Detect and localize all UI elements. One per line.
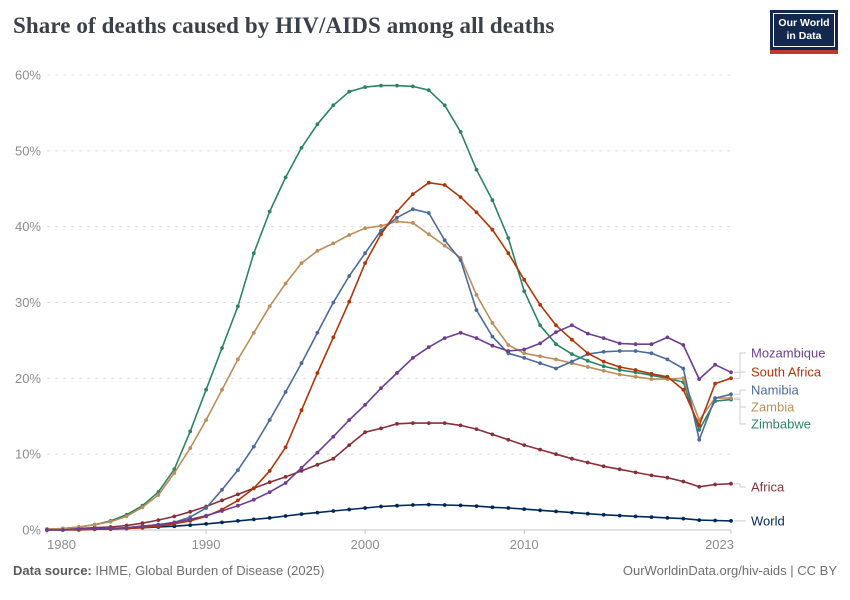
data-point — [618, 373, 622, 377]
data-point — [713, 483, 717, 487]
data-point — [634, 368, 638, 372]
data-point — [204, 388, 208, 392]
data-point — [268, 304, 272, 308]
data-point — [379, 427, 383, 431]
data-point — [602, 369, 606, 373]
data-point — [697, 518, 701, 522]
data-point — [331, 457, 335, 461]
data-point — [252, 486, 256, 490]
data-point — [554, 323, 558, 327]
legend-connector — [734, 400, 746, 424]
data-point — [395, 220, 399, 224]
data-point — [93, 527, 97, 531]
data-point — [77, 527, 81, 531]
data-point — [570, 323, 574, 327]
y-tick-label: 20% — [14, 370, 41, 386]
data-point — [634, 349, 638, 353]
legend-label-zimbabwe[interactable]: Zimbabwe — [751, 416, 811, 432]
data-point — [268, 469, 272, 473]
data-point — [713, 382, 717, 386]
data-point — [156, 518, 160, 522]
data-point — [347, 508, 351, 512]
series-line-south-africa[interactable] — [47, 183, 731, 530]
data-point — [331, 509, 335, 513]
data-point — [395, 210, 399, 214]
data-point — [522, 278, 526, 282]
data-point — [634, 471, 638, 475]
data-point — [713, 396, 717, 400]
x-tick-label: 2023 — [705, 537, 734, 552]
data-point — [411, 356, 415, 360]
data-point — [252, 518, 256, 522]
data-point — [331, 336, 335, 340]
data-point — [491, 335, 495, 339]
data-point — [538, 354, 542, 358]
data-point — [602, 513, 606, 517]
data-point — [331, 301, 335, 305]
data-point — [634, 342, 638, 346]
data-point — [284, 390, 288, 394]
data-point — [618, 342, 622, 346]
data-point — [475, 427, 479, 431]
data-point — [300, 466, 304, 470]
chart-title: Share of deaths caused by HIV/AIDS among all deaths — [13, 13, 555, 38]
data-point — [570, 511, 574, 515]
data-point — [220, 509, 224, 513]
data-point — [395, 504, 399, 508]
data-point — [331, 242, 335, 246]
series-line-zambia[interactable] — [47, 221, 731, 529]
data-point — [443, 421, 447, 425]
legend-label-namibia[interactable]: Namibia — [751, 382, 799, 398]
data-point — [379, 386, 383, 390]
data-point — [618, 467, 622, 471]
data-point — [586, 365, 590, 369]
data-point — [650, 515, 654, 519]
data-point — [443, 336, 447, 340]
data-point — [697, 424, 701, 428]
data-point — [618, 514, 622, 518]
data-point — [634, 375, 638, 379]
data-point — [666, 358, 670, 362]
data-point — [220, 346, 224, 350]
data-point — [284, 282, 288, 286]
data-point — [284, 475, 288, 479]
data-point — [363, 261, 367, 265]
data-point — [395, 216, 399, 220]
data-point — [602, 464, 606, 468]
data-point — [506, 343, 510, 347]
data-point — [236, 468, 240, 472]
data-point — [316, 451, 320, 455]
data-point — [697, 485, 701, 489]
data-point — [443, 183, 447, 187]
data-point — [650, 377, 654, 381]
data-point — [666, 516, 670, 520]
data-point — [443, 503, 447, 507]
data-point — [204, 418, 208, 422]
data-point — [459, 424, 463, 428]
data-point — [697, 438, 701, 442]
data-source-note — [13, 563, 324, 578]
data-point — [109, 520, 113, 524]
data-point — [491, 321, 495, 325]
data-point — [459, 331, 463, 335]
data-point — [172, 515, 176, 519]
data-point — [522, 356, 526, 360]
data-point — [316, 371, 320, 375]
legend-label-zambia[interactable]: Zambia — [751, 399, 795, 415]
data-point — [363, 226, 367, 230]
data-point — [188, 430, 192, 434]
data-point — [554, 367, 558, 371]
owid-logo-text: Our World in Data — [773, 13, 835, 47]
data-point — [713, 519, 717, 523]
data-point — [268, 418, 272, 422]
data-point — [586, 512, 590, 516]
data-point — [475, 504, 479, 508]
data-point — [491, 198, 495, 202]
data-point — [363, 403, 367, 407]
data-point — [204, 514, 208, 518]
data-point — [284, 514, 288, 518]
data-point — [236, 493, 240, 497]
data-point — [427, 345, 431, 349]
data-point — [586, 359, 590, 363]
data-point — [125, 526, 129, 530]
data-point — [331, 103, 335, 107]
data-point — [666, 336, 670, 340]
data-point — [650, 351, 654, 355]
data-point — [618, 349, 622, 353]
data-point — [395, 422, 399, 426]
data-point — [713, 363, 717, 367]
data-point — [411, 421, 415, 425]
legend-connector — [734, 372, 746, 378]
data-point — [522, 351, 526, 355]
footer — [13, 563, 837, 578]
data-point — [411, 207, 415, 211]
series-zambia[interactable] — [45, 220, 733, 532]
legend-label-south-africa[interactable]: South Africa — [751, 364, 822, 380]
data-point — [427, 88, 431, 92]
data-point — [538, 303, 542, 307]
data-point — [522, 443, 526, 447]
data-point — [220, 388, 224, 392]
series-zimbabwe[interactable] — [45, 84, 733, 531]
data-point — [491, 228, 495, 232]
data-point — [427, 181, 431, 185]
data-source-value: IHME, Global Burden of Disease (2025) — [91, 563, 325, 578]
series-south-africa[interactable] — [45, 181, 733, 532]
legend-connector — [734, 484, 746, 487]
data-point — [443, 244, 447, 248]
data-point — [729, 519, 733, 523]
data-point — [681, 480, 685, 484]
data-point — [570, 457, 574, 461]
y-tick-label: 30% — [14, 295, 41, 310]
data-point — [729, 370, 733, 374]
data-point — [459, 195, 463, 199]
data-point — [459, 504, 463, 508]
y-tick-label: 10% — [14, 446, 41, 462]
data-point — [459, 258, 463, 262]
attribution-link[interactable]: OurWorldinData.org/hiv-aids | CC BY — [622, 563, 837, 578]
data-point — [650, 372, 654, 376]
data-point — [268, 490, 272, 494]
data-point — [522, 507, 526, 511]
data-point — [570, 338, 574, 342]
y-tick-label: 40% — [14, 219, 41, 235]
data-point — [204, 506, 208, 510]
data-point — [554, 342, 558, 346]
data-point — [586, 351, 590, 355]
data-point — [347, 418, 351, 422]
y-tick-label: 50% — [14, 143, 41, 159]
y-tick-label: 0% — [22, 522, 41, 538]
series-line-africa[interactable] — [47, 423, 731, 529]
data-point — [316, 511, 320, 515]
legend-connector — [734, 390, 746, 394]
data-point — [538, 323, 542, 327]
data-point — [538, 361, 542, 365]
data-point — [570, 352, 574, 356]
x-tick-label: 2000 — [350, 537, 380, 552]
data-point — [45, 528, 49, 532]
data-point — [443, 238, 447, 242]
data-point — [236, 519, 240, 523]
data-point — [363, 85, 367, 89]
data-point — [538, 508, 542, 512]
data-point — [300, 146, 304, 150]
data-point — [379, 505, 383, 509]
data-point — [491, 344, 495, 348]
data-point — [506, 251, 510, 255]
x-tick-label: 1980 — [47, 537, 76, 552]
data-point — [188, 446, 192, 450]
data-point — [666, 476, 670, 480]
data-point — [316, 463, 320, 467]
data-point — [602, 336, 606, 340]
data-point — [300, 408, 304, 412]
data-point — [506, 349, 510, 353]
data-point — [268, 210, 272, 214]
data-point — [236, 358, 240, 362]
data-point — [300, 512, 304, 516]
data-point — [506, 236, 510, 240]
data-point — [300, 361, 304, 365]
data-point — [141, 524, 145, 528]
data-point — [188, 518, 192, 522]
data-point — [236, 499, 240, 503]
data-point — [411, 221, 415, 225]
data-point — [570, 360, 574, 364]
data-point — [554, 452, 558, 456]
data-point — [172, 521, 176, 525]
data-point — [602, 360, 606, 364]
legend-connector — [734, 353, 746, 372]
data-point — [156, 493, 160, 497]
data-point — [729, 396, 733, 400]
data-point — [347, 274, 351, 278]
data-point — [331, 435, 335, 439]
data-point — [284, 176, 288, 180]
data-point — [427, 421, 431, 425]
data-point — [395, 84, 399, 88]
data-point — [284, 445, 288, 449]
data-point — [443, 103, 447, 107]
data-point — [650, 474, 654, 478]
data-point — [363, 251, 367, 255]
y-tick-label: 60% — [14, 67, 41, 83]
series-line-namibia[interactable] — [47, 209, 731, 530]
data-point — [220, 499, 224, 503]
data-point — [236, 504, 240, 508]
data-point — [554, 358, 558, 362]
data-point — [220, 521, 224, 525]
data-point — [411, 192, 415, 196]
data-point — [554, 330, 558, 334]
data-point — [538, 342, 542, 346]
data-point — [125, 515, 129, 519]
data-point — [522, 289, 526, 293]
data-point — [475, 293, 479, 297]
data-point — [538, 448, 542, 452]
data-point — [268, 480, 272, 484]
data-point — [506, 438, 510, 442]
data-point — [316, 122, 320, 126]
data-point — [93, 523, 97, 527]
data-point — [681, 388, 685, 392]
data-point — [252, 331, 256, 335]
data-point — [506, 506, 510, 510]
data-point — [395, 371, 399, 375]
data-point — [316, 249, 320, 253]
data-point — [347, 443, 351, 447]
data-point — [188, 510, 192, 514]
data-point — [316, 331, 320, 335]
data-point — [172, 471, 176, 475]
data-point — [252, 445, 256, 449]
data-point — [363, 430, 367, 434]
data-point — [427, 232, 431, 236]
data-point — [475, 308, 479, 312]
data-point — [681, 367, 685, 371]
data-point — [475, 336, 479, 340]
data-point — [586, 461, 590, 465]
data-point — [475, 168, 479, 172]
data-point — [379, 232, 383, 236]
data-point — [602, 350, 606, 354]
data-point — [347, 233, 351, 237]
data-point — [681, 343, 685, 347]
data-point — [188, 523, 192, 527]
data-point — [411, 85, 415, 89]
data-point — [618, 365, 622, 369]
data-point — [475, 210, 479, 214]
data-point — [459, 130, 463, 134]
data-point — [268, 516, 272, 520]
data-point — [220, 488, 224, 492]
data-point — [729, 376, 733, 380]
data-point — [109, 527, 113, 531]
data-point — [347, 300, 351, 304]
data-point — [379, 224, 383, 228]
legend-label-world[interactable]: World — [751, 513, 785, 529]
legend-label-mozambique[interactable]: Mozambique — [751, 345, 826, 361]
data-point — [729, 392, 733, 396]
data-point — [379, 84, 383, 88]
data-point — [729, 482, 733, 486]
data-point — [61, 528, 65, 532]
data-point — [204, 522, 208, 526]
data-point — [156, 523, 160, 527]
data-point — [363, 506, 367, 510]
legend-label-africa[interactable]: Africa — [751, 479, 785, 495]
data-source-label: Data source: — [13, 563, 92, 578]
series-africa[interactable] — [45, 421, 733, 531]
data-point — [252, 498, 256, 502]
data-point — [650, 342, 654, 346]
data-point — [141, 505, 145, 509]
data-point — [634, 515, 638, 519]
series-line-zimbabwe[interactable] — [47, 86, 731, 530]
data-point — [681, 517, 685, 521]
data-point — [427, 211, 431, 215]
data-point — [554, 510, 558, 514]
x-tick-label: 2010 — [509, 537, 539, 552]
x-tick-label: 1990 — [191, 537, 221, 552]
data-point — [427, 503, 431, 507]
data-point — [697, 377, 701, 381]
data-point — [666, 375, 670, 379]
data-point — [236, 304, 240, 308]
data-point — [411, 503, 415, 507]
data-point — [491, 433, 495, 437]
data-point — [252, 251, 256, 255]
data-point — [347, 90, 351, 94]
data-point — [586, 332, 590, 336]
data-point — [602, 364, 606, 368]
data-point — [491, 505, 495, 509]
data-point — [284, 481, 288, 485]
data-point — [300, 261, 304, 265]
data-point — [522, 348, 526, 352]
